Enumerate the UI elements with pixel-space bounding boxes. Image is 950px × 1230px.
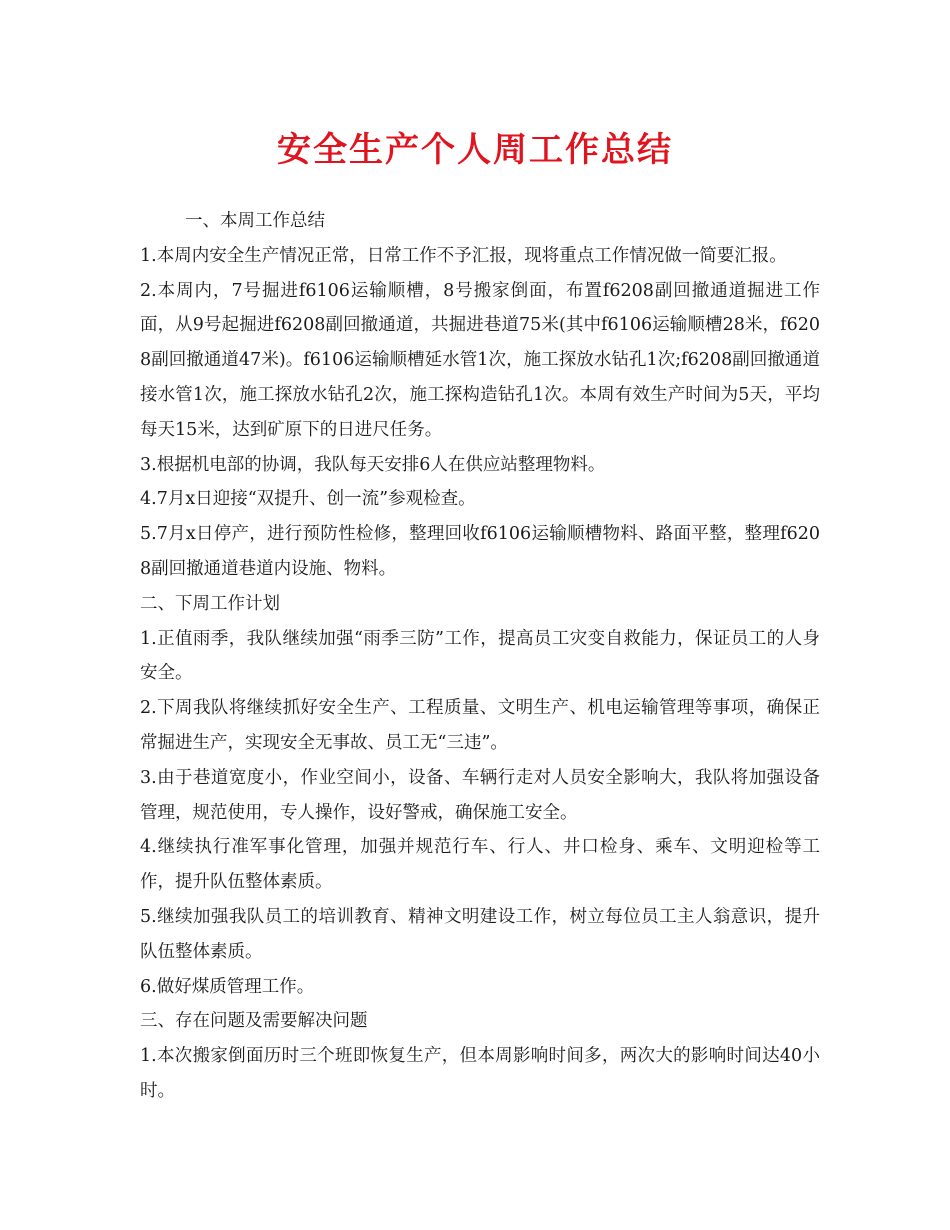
paragraph: 6.做好煤质管理工作。 bbox=[140, 976, 315, 997]
paragraph: 5.7月x日停产，进行预防性检修，整理回收f6106运输顺槽物料、路面平整，整理f6208副回撤通道巷道内设施、物料。 bbox=[140, 524, 820, 579]
paragraph: 4.继续执行准军事化管理，加强并规范行车、行人、井口检身、乘车、文明迎检等工作，提升队伍整体素质。 bbox=[140, 837, 820, 893]
paragraph: 1.本周内安全生产情况正常，日常工作不予汇报，现将重点工作情况做一简要汇报。 bbox=[140, 245, 787, 266]
paragraph: 2.本周内，7号掘进f6106运输顺槽，8号搬家倒面，布置f6208副回撤通道掘进工作面，从9号起掘进f6208副回撤通道，共掘进巷道75米(其中f6106运输顺槽28米，f6208副回撤通道47米)。f6106运输顺槽延水管1次，施工探放水钻孔1次;f6208副回撤通道接水管1次，施工探放水钻孔2次，施工探构造钻孔1次。本周有效生产时间为5天，平均每天15米，达到矿原下的日进尺任务。 bbox=[140, 280, 820, 440]
document-title: 安全生产个人周工作总结 bbox=[277, 130, 673, 170]
paragraph: 1.本次搬家倒面历时三个班即恢复生产，但本周影响时间多，两次大的影响时间达40小时。 bbox=[140, 1046, 820, 1101]
paragraph: 5.继续加强我队员工的培训教育、精神文明建设工作，树立每位员工主人翁意识，提升队伍整体素质。 bbox=[140, 906, 820, 962]
paragraph: 4.7月x日迎接“双提升、创一流”参观检查。 bbox=[140, 489, 476, 510]
section-heading-plan: 二、下周工作计划 bbox=[140, 593, 280, 614]
paragraph: 3.由于巷道宽度小，作业空间小，设备、车辆行走对人员安全影响大，我队将加强设备管理，规范使用，专人操作，设好警戒，确保施工安全。 bbox=[140, 767, 820, 823]
paragraph: 2.下周我队将继续抓好安全生产、工程质量、文明生产、机电运输管理等事项，确保正常掘进生产，实现安全无事故、员工无“三违”。 bbox=[140, 698, 820, 753]
paragraph: 1.正值雨季，我队继续加强“雨季三防”工作，提高员工灾变自救能力，保证员工的人身安全。 bbox=[140, 628, 820, 684]
paragraph: 3.根据机电部的协调，我队每天安排6人在供应站整理物料。 bbox=[140, 454, 606, 475]
document-body bbox=[140, 204, 820, 1109]
section-heading-summary: 一、本周工作总结 bbox=[185, 211, 325, 231]
section-heading-problems: 三、存在问题及需要解决问题 bbox=[140, 1011, 368, 1032]
